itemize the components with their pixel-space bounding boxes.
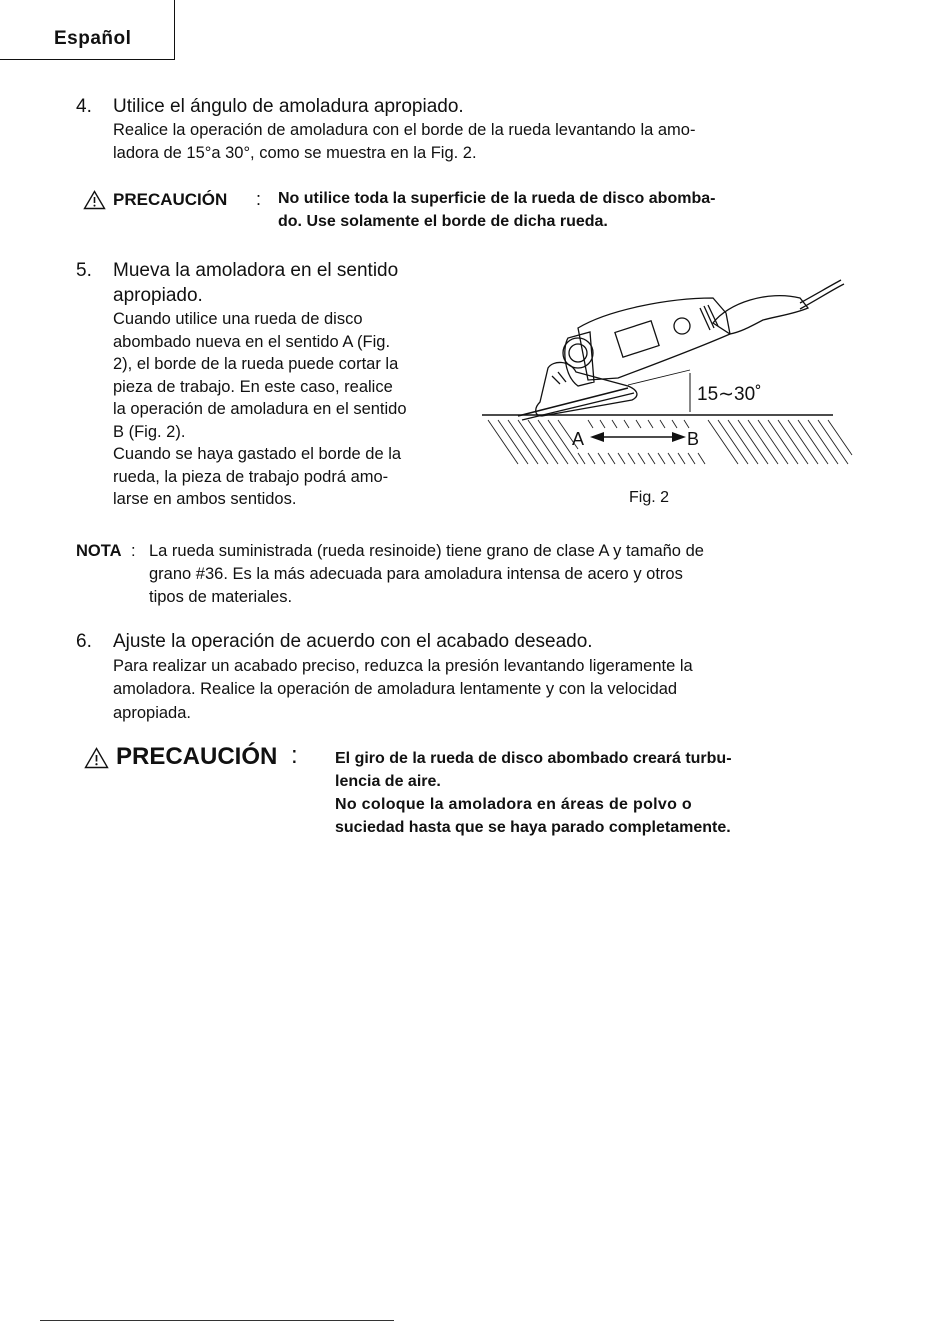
section-5-line: larse en ambos sentidos. — [113, 490, 297, 508]
caution-2-line-4: suciedad hasta que se haya parado completamente. — [335, 819, 731, 836]
label-b: B — [687, 429, 700, 449]
note-line-2: grano #36. Es la más adecuada para amoladura intensa de acero y otros — [149, 565, 683, 583]
caution-2-colon: : — [291, 742, 298, 769]
section-5-line: Cuando se haya gastado el borde de la — [113, 445, 402, 463]
caution-1-line-2: do. Use solamente el borde de dicha rueda. — [278, 213, 608, 230]
section-6-number: 6. — [76, 631, 92, 652]
section-6-line-2: amoladora. Realice la operación de amoladura lentamente y con la velocidad — [113, 680, 678, 698]
section-4-number: 4. — [76, 96, 92, 117]
note-line-1: La rueda suministrada (rueda resinoide) tiene grano de clase A y tamaño de — [149, 542, 704, 560]
language-label: Español — [54, 28, 132, 49]
caution-2-line-2: lencia de aire. — [335, 773, 441, 790]
note-line-3: tipos de materiales. — [149, 588, 293, 606]
section-6-line-3: apropiada. — [113, 704, 191, 722]
label-a: A — [572, 429, 585, 449]
language-tab — [0, 0, 175, 60]
hatching — [488, 420, 852, 464]
section-5-body — [113, 308, 470, 511]
warning-triangle-icon — [84, 747, 109, 769]
caution-1-label: PRECAUCIÓN — [113, 190, 228, 209]
angle-label: 15∼30˚ — [697, 384, 762, 405]
section-5-heading-2: apropiado. — [113, 285, 203, 306]
section-5-heading-1: Mueva la amoladora en el sentido — [113, 260, 399, 281]
section-5-line: rueda, la pieza de trabajo podrá amo- — [113, 467, 389, 486]
note-label: NOTA — [76, 542, 122, 560]
grinder-illustration — [518, 280, 844, 420]
caution-1-colon: : — [256, 189, 262, 209]
footer-rule — [40, 1320, 394, 1321]
note-colon: : — [131, 542, 136, 560]
direction-arrow — [590, 432, 686, 442]
section-5-line: 2), el borde de la rueda puede cortar la — [113, 355, 399, 373]
figure-2 — [478, 268, 858, 518]
section-5-line: la operación de amoladura en el sentido — [113, 400, 407, 418]
section-4-line-2: ladora de 15°a 30°, como se muestra en la Fig. 2. — [113, 144, 477, 162]
warning-triangle-icon — [83, 190, 106, 210]
section-6-heading: Ajuste la operación de acuerdo con el acabado deseado. — [113, 631, 593, 652]
angle-reference-line — [628, 370, 690, 385]
caution-2-label: PRECAUCIÓN — [116, 743, 278, 770]
section-5-line: B (Fig. 2). — [113, 422, 186, 441]
section-5-line: abombado nueva en el sentido A (Fig. — [113, 332, 391, 351]
caution-2-line-1: El giro de la rueda de disco abombado creará turbu- — [335, 750, 732, 767]
section-4-heading: Utilice el ángulo de amoladura apropiado. — [113, 96, 464, 117]
figure-caption: Fig. 2 — [629, 489, 670, 506]
section-5-line: Cuando utilice una rueda de disco — [113, 310, 363, 328]
section-4-line-1: Realice la operación de amoladura con el borde de la rueda levantando la amo- — [113, 121, 696, 139]
caution-2-line-3: No coloque la amoladora en áreas de polvo o — [335, 796, 692, 813]
section-6-line-1: Para realizar un acabado preciso, reduzca la presión levantando ligeramente la — [113, 657, 693, 675]
caution-1-line-1: No utilice toda la superficie de la rueda de disco abomba- — [278, 190, 716, 207]
section-5-number: 5. — [76, 260, 92, 281]
section-5-line: pieza de trabajo. En este caso, realice — [113, 377, 393, 396]
